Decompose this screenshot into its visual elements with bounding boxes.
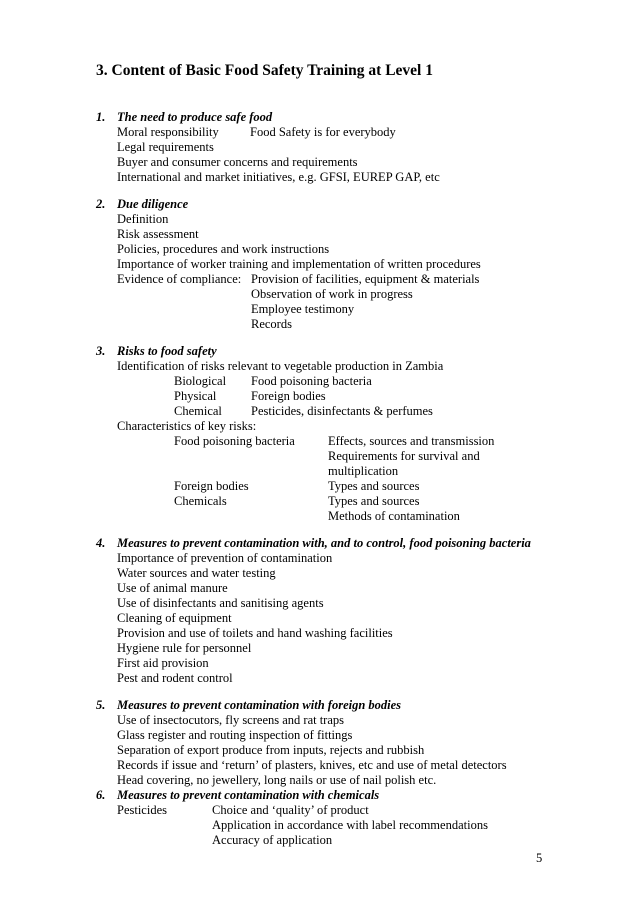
section-4-line: Use of animal manure: [117, 581, 228, 595]
section-1-line: Legal requirements: [117, 140, 214, 154]
section-4-line: First aid provision: [117, 656, 209, 670]
section-3-line: Characteristics of key risks:: [117, 419, 257, 433]
section-4-line: Cleaning of equipment: [117, 611, 232, 625]
section-1-number: 1.: [96, 110, 106, 124]
section-2-line: Evidence of compliance:: [117, 272, 242, 286]
section-3-line: Physical: [174, 389, 217, 403]
section-3-line-detail: Requirements for survival and: [328, 449, 480, 463]
section-2-line: Policies, procedures and work instructions: [117, 242, 330, 256]
section-3-line: Foreign bodies: [174, 479, 249, 493]
section-3-number: 3.: [96, 344, 106, 358]
section-4-number: 4.: [96, 536, 106, 550]
section-2-line-detail: Observation of work in progress: [251, 287, 413, 301]
section-3-line-detail: multiplication: [328, 464, 399, 478]
section-6-line-detail: Choice and ‘quality’ of product: [212, 803, 369, 817]
section-6-heading: Measures to prevent contamination with chemicals: [117, 788, 380, 802]
section-5-number: 5.: [96, 698, 106, 712]
section-3-line-detail: Food poisoning bacteria: [251, 374, 372, 388]
section-4-line: Water sources and water testing: [117, 566, 276, 580]
section-5-heading: Measures to prevent contamination with foreign bodies: [117, 698, 402, 712]
section-6-line-detail: Accuracy of application: [212, 833, 333, 847]
page-title: 3. Content of Basic Food Safety Training at Level 1: [96, 62, 433, 79]
section-1-line-detail: Food Safety is for everybody: [250, 125, 396, 139]
section-4-line: Pest and rodent control: [117, 671, 233, 685]
page-number: 5: [536, 851, 543, 865]
section-1-line: Buyer and consumer concerns and requirements: [117, 155, 358, 169]
section-3-line: Chemicals: [174, 494, 227, 508]
section-4-line: Hygiene rule for personnel: [117, 641, 252, 655]
section-2-number: 2.: [96, 197, 106, 211]
section-1-line: International and market initiatives, e.g. GFSI, EUREP GAP, etc: [117, 170, 440, 184]
section-3-line: Biological: [174, 374, 227, 388]
section-3-line-detail: Foreign bodies: [251, 389, 326, 403]
section-1-heading: The need to produce safe food: [117, 110, 273, 124]
section-3-line: Identification of risks relevant to vegetable production in Zambia: [117, 359, 444, 373]
section-3-line-detail: Types and sources: [328, 494, 420, 508]
section-2-line: Risk assessment: [117, 227, 199, 241]
section-5-line: Glass register and routing inspection of fittings: [117, 728, 353, 742]
section-5-line: Separation of export produce from inputs, rejects and rubbish: [117, 743, 425, 757]
section-3-heading: Risks to food safety: [117, 344, 217, 358]
section-2-line-detail: Records: [251, 317, 292, 331]
section-6-line-detail: Application in accordance with label recommendations: [212, 818, 488, 832]
section-2-heading: Due diligence: [117, 197, 189, 211]
section-3-line-detail: Effects, sources and transmission: [328, 434, 495, 448]
section-6-number: 6.: [96, 788, 106, 802]
section-3-line-detail: Types and sources: [328, 479, 420, 493]
section-3-line-detail: Pesticides, disinfectants & perfumes: [251, 404, 433, 418]
section-5-line: Head covering, no jewellery, long nails or use of nail polish etc.: [117, 773, 437, 787]
section-4-line: Provision and use of toilets and hand washing facilities: [117, 626, 393, 640]
section-3-line: Food poisoning bacteria: [174, 434, 295, 448]
section-1-line: Moral responsibility: [117, 125, 219, 139]
section-2-line: Importance of worker training and implementation of written procedures: [117, 257, 481, 271]
section-5-line: Use of insectocutors, fly screens and rat traps: [117, 713, 345, 727]
section-3-line-detail: Methods of contamination: [328, 509, 460, 523]
section-4-heading: Measures to prevent contamination with, and to control, food poisoning bacteria: [117, 536, 531, 550]
section-4-line: Use of disinfectants and sanitising agents: [117, 596, 324, 610]
section-4-line: Importance of prevention of contamination: [117, 551, 333, 565]
section-2-line-detail: Provision of facilities, equipment & materials: [251, 272, 480, 286]
section-3-line: Chemical: [174, 404, 222, 418]
section-2-line: Definition: [117, 212, 169, 226]
section-2-line-detail: Employee testimony: [251, 302, 355, 316]
section-5-line: Records if issue and ‘return’ of plasters, knives, etc and use of metal detectors: [117, 758, 507, 772]
section-6-line: Pesticides: [117, 803, 167, 817]
